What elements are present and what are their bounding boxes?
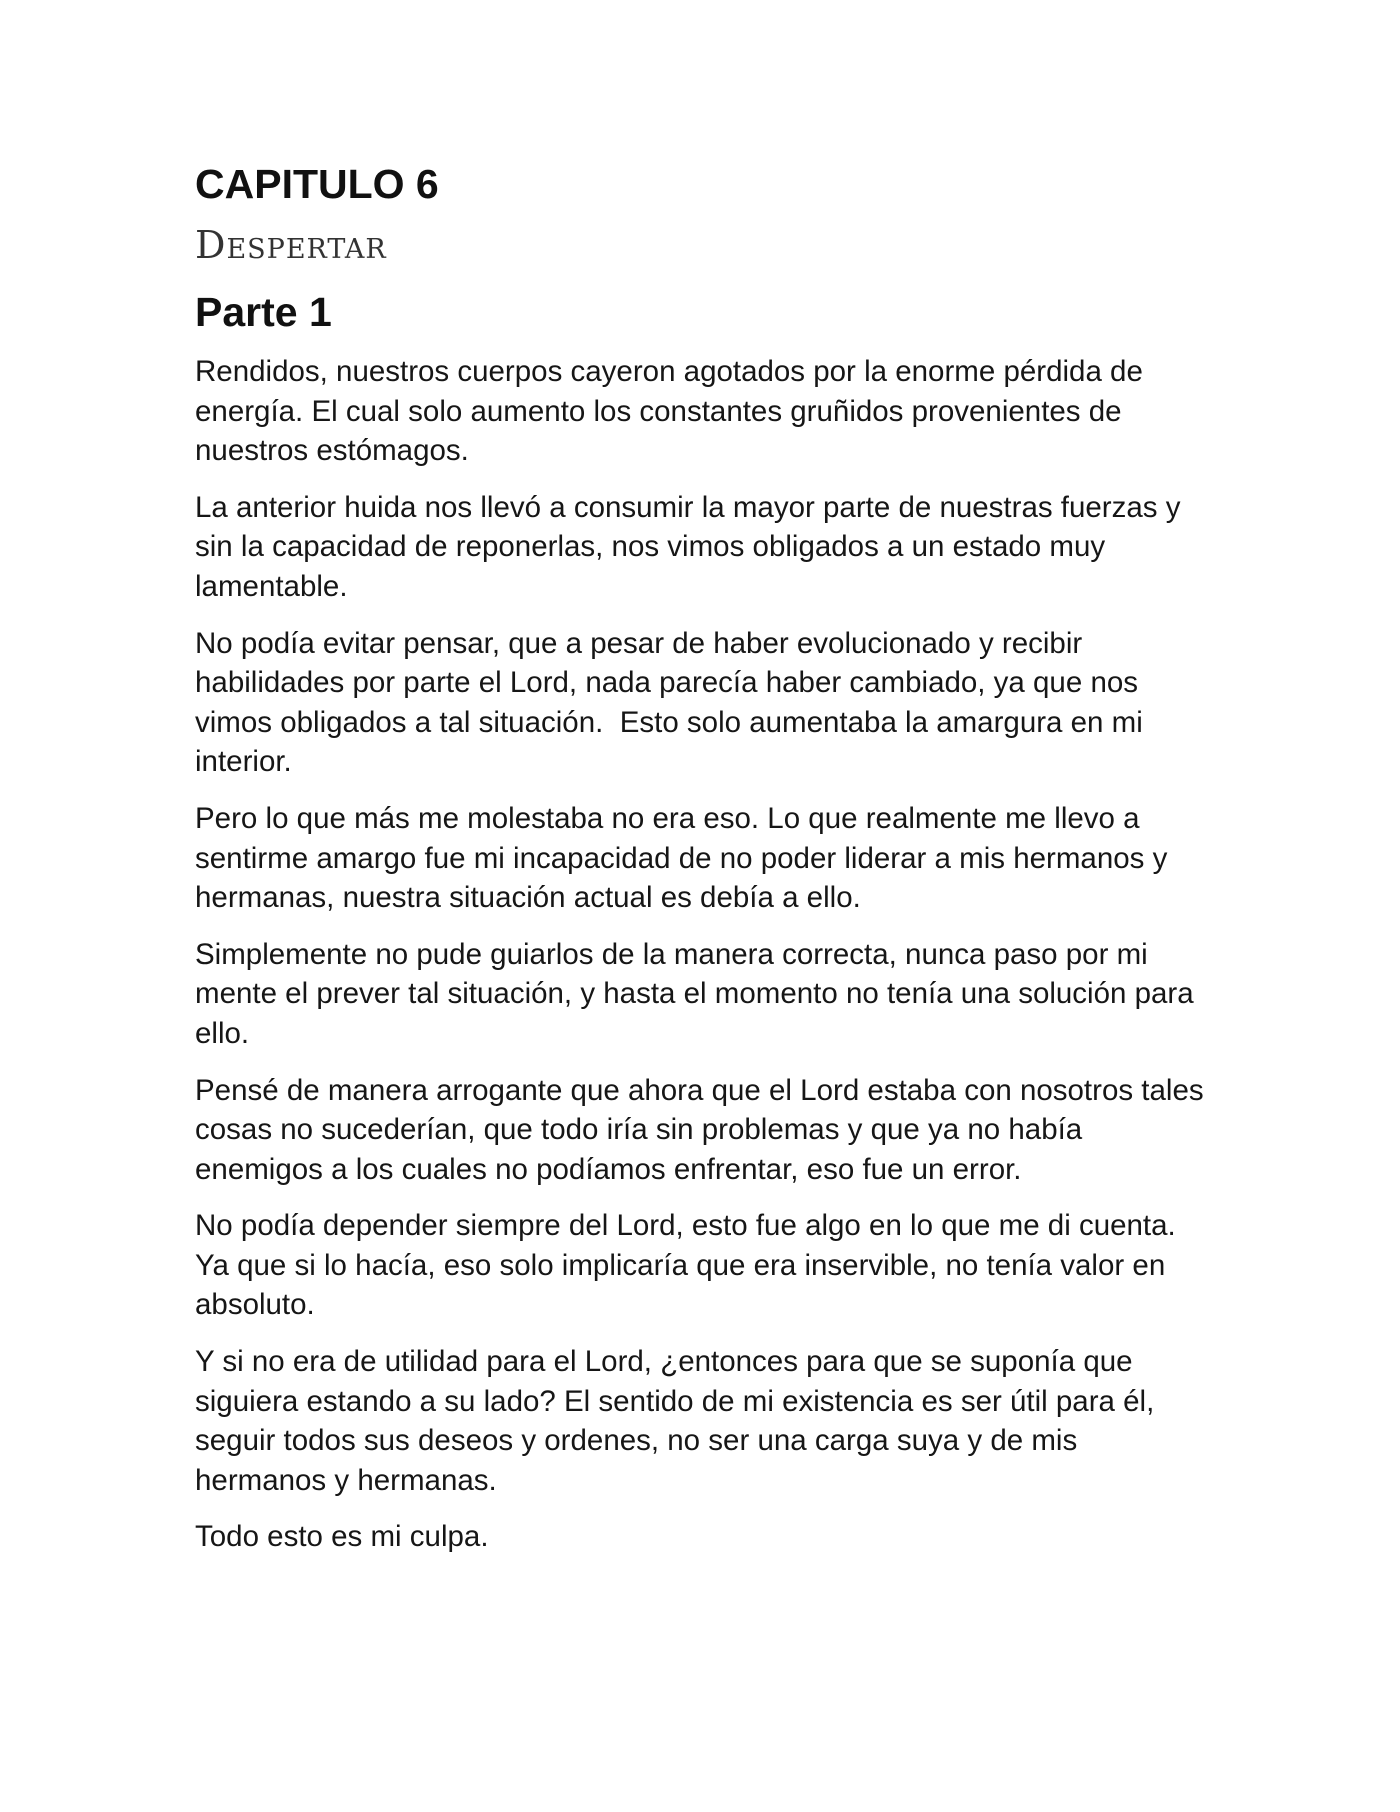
chapter-title: CAPITULO 6: [195, 161, 439, 207]
paragraph: Pero lo que más me molestaba no era eso. Lo que realmente me llevo a sentirme amargo fue mi incapacidad de no poder liderar a mis hermanos y hermanas, nuestra situación actual es debía a ello.: [195, 801, 1176, 915]
page-content: [195, 158, 1215, 1574]
paragraph: Y si no era de utilidad para el Lord, ¿entonces para que se suponía que siguiera estando a su lado? El sentido de mi existencia es ser útil para él, seguir todos sus deseos y ordenes, no ser una carga suya y de mis hermanos y hermanas.: [195, 1345, 1163, 1497]
paragraph: Todo esto es mi culpa.: [195, 1520, 489, 1554]
paragraph: Rendidos, nuestros cuerpos cayeron agotados por la enorme pérdida de energía. El cual solo aumento los constantes gruñidos provenientes de nuestros estómagos.: [195, 355, 1152, 468]
paragraph: Simplemente no pude guiarlos de la manera correcta, nunca paso por mi mente el prever tal situación, y hasta el momento no tenía una solución para ello.: [195, 937, 1202, 1050]
paragraph: No podía depender siempre del Lord, esto fue algo en lo que me di cuenta. Ya que si lo hacía, eso solo implicaría que era inservible, no tenía valor en absoluto.: [195, 1209, 1184, 1322]
paragraph: Pensé de manera arrogante que ahora que el Lord estaba con nosotros tales cosas no sucederían, que todo iría sin problemas y que ya no había enemigos a los cuales no podíamos enfrentar, eso fue un error.: [195, 1073, 1212, 1186]
chapter-subtitle: Despertar: [195, 223, 387, 267]
body-text: [195, 352, 1215, 1557]
part-title: Parte 1: [195, 289, 332, 335]
paragraph: La anterior huida nos llevó a consumir la mayor parte de nuestras fuerzas y sin la capacidad de reponerlas, nos vimos obligados a un estado muy lamentable.: [195, 490, 1189, 603]
paragraph: No podía evitar pensar, que a pesar de haber evolucionado y recibir habilidades por parte el Lord, nada parecía haber cambiado, ya que nos vimos obligados a tal situación. Esto solo aumentaba la amargura en mi interior.: [195, 626, 1151, 779]
